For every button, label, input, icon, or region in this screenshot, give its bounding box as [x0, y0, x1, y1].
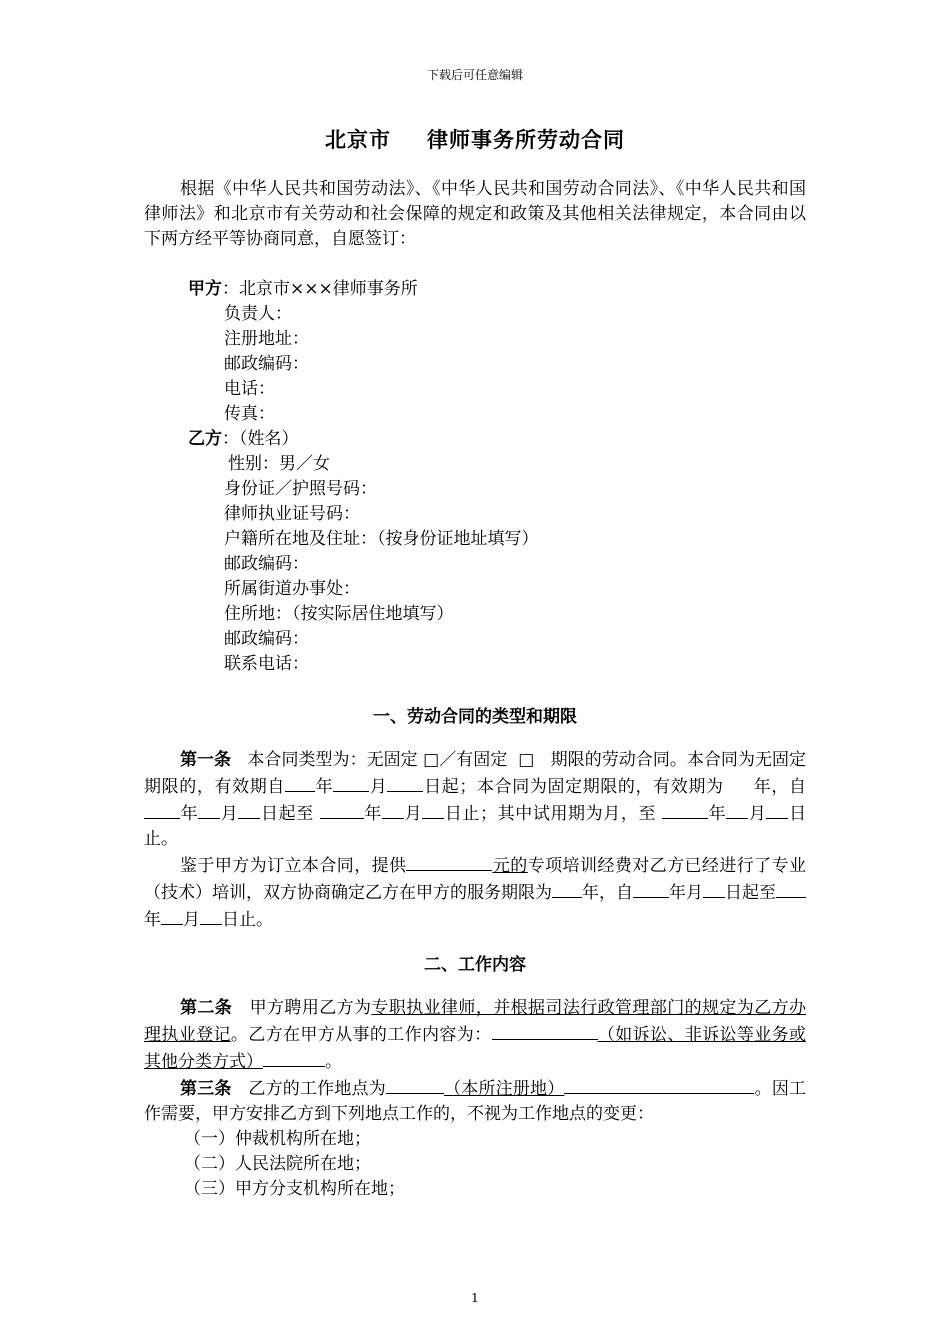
party-b-field: 户籍所在地及住址：（按身份证地址填写） — [224, 529, 539, 549]
blank-line — [422, 800, 444, 819]
party-b-field: 住所地：（按实际居住地填写） — [224, 604, 454, 624]
article-text: 元的 — [492, 856, 528, 876]
list-item: （三）甲方分支机构所在地； — [184, 1179, 405, 1199]
blank-line — [285, 773, 315, 792]
article-text: ，自 — [771, 777, 807, 797]
article-text: 。 — [161, 829, 178, 849]
article-text: 日止 — [144, 804, 807, 849]
section-2-title: 二、工作内容 — [424, 955, 526, 975]
article-text: 日止。 — [222, 910, 273, 930]
article-text: 日止 — [444, 804, 481, 824]
blank-line — [776, 879, 806, 898]
party-a-block — [188, 277, 788, 677]
page-title — [0, 124, 950, 154]
article-text: 。 — [325, 1052, 342, 1072]
blank-line — [161, 906, 183, 925]
party-a-field: 传真： — [224, 404, 275, 424]
blank-line — [144, 800, 180, 819]
article-text: 鉴于甲方为订立本合同，提供 — [180, 856, 407, 876]
blank-line — [382, 800, 404, 819]
underlined-text: （本所注册地） — [443, 1079, 565, 1099]
blank-line — [406, 852, 492, 871]
blank-line — [492, 1021, 598, 1040]
party-b-field: 性别：男／女 — [228, 454, 330, 474]
article-text: 月 — [369, 777, 388, 797]
party-a-field: 注册地址： — [224, 329, 309, 349]
article-text: 年，自 — [582, 883, 633, 903]
blank-line — [387, 773, 423, 792]
article-1 — [144, 748, 806, 933]
article-text: 月 — [404, 804, 423, 824]
article-text: 月 — [220, 804, 239, 824]
title-city: 北京市 — [325, 127, 391, 152]
article-3-label: 第三条 — [180, 1079, 232, 1099]
blank-line — [198, 800, 220, 819]
article-text: 月 — [686, 883, 703, 903]
article-text: 年 — [708, 804, 727, 824]
article-text: 日起至 — [725, 883, 776, 903]
blank-line — [386, 1075, 444, 1094]
party-b-field: 律师执业证号码： — [224, 504, 360, 524]
article-text: 期限的劳动合同。本合同为无固定期限的，有效期自 — [144, 750, 807, 797]
article-text: 日起 — [423, 777, 460, 797]
section-1-title: 一、劳动合同的类型和期限 — [373, 707, 577, 727]
blank-line — [320, 800, 364, 819]
blank-line — [552, 879, 582, 898]
party-b-label: 乙方 — [188, 429, 222, 449]
article-2-label: 第二条 — [180, 998, 233, 1018]
article-text: 年 — [753, 777, 772, 797]
article-text: 专项培训经费对乙方已经进行了专业（技术）培训，双方协商确定乙方在甲方的服务期限为 — [144, 856, 807, 903]
article-text: ／有固定 — [439, 750, 508, 770]
party-b-value: ：（姓名） — [222, 429, 299, 449]
article-text: 年 — [669, 883, 686, 903]
party-a-field: 邮政编码： — [224, 354, 309, 374]
article-text: 。因工作需要，甲方安排乙方到下列地点工作的，不视为工作地点的变更： — [144, 1079, 807, 1124]
blank-line — [263, 1048, 325, 1067]
party-b-field: 邮政编码： — [224, 554, 309, 574]
blank-line — [766, 800, 788, 819]
article-text: 年 — [180, 804, 199, 824]
article-text: ；本合同为固定期限的，有效期为 — [459, 777, 724, 797]
checkbox-icon: □ — [518, 750, 535, 770]
list-item: （一）仲裁机构所在地； — [184, 1129, 371, 1149]
title-main: 律师事务所劳动合同 — [427, 127, 625, 152]
party-a-label: 甲方 — [188, 279, 222, 299]
page-number: 1 — [471, 1291, 479, 1305]
party-b-field: 邮政编码： — [224, 629, 309, 649]
blank-line — [564, 1075, 754, 1094]
intro-paragraph: 根据《中华人民共和国劳动法》、《中华人民共和国劳动合同法》、《中华人民共和国律师法》和北京市有关劳动和社会保障的规定和政策及其他相关法律规定，本合同由以下两方经平等协商同意，自愿签订： — [144, 179, 806, 249]
article-text: 。乙方在甲方从事的工作内容为： — [230, 1025, 492, 1045]
article-text: 年 — [363, 804, 383, 824]
article-2-3 — [144, 996, 806, 1202]
underlined-text: 专职执业律师，并根据司法行政管理部门的规定为乙方办理执业登记 — [144, 998, 807, 1045]
article-text: 乙方的工作地点为 — [248, 1079, 386, 1099]
article-text: 日起至 — [260, 804, 314, 824]
party-a-field: 负责人： — [224, 304, 292, 324]
blank-line — [200, 906, 222, 925]
blank-line — [633, 879, 669, 898]
party-b-field: 身份证／护照号码： — [224, 479, 377, 499]
article-text: 月 — [183, 910, 200, 930]
article-text: 月，至 — [603, 804, 657, 824]
header-note: 下载后可任意编辑 — [426, 68, 523, 82]
blank-line — [238, 800, 260, 819]
article-1-label: 第一条 — [180, 750, 232, 770]
article-text: 甲方聘用乙方为 — [249, 998, 372, 1018]
blank-line — [703, 879, 725, 898]
article-text: ；其中试用期为 — [480, 804, 604, 824]
party-b-field: 所属街道办事处： — [224, 579, 360, 599]
party-a-value: ：北京市×××律师事务所 — [222, 279, 418, 299]
article-text: 月 — [748, 804, 767, 824]
article-text: 本合同类型为：无固定 — [247, 750, 418, 770]
party-b-field: 联系电话： — [224, 654, 309, 674]
article-text: 年 — [314, 777, 334, 797]
article-text: 年 — [144, 910, 161, 930]
underlined-text: （如诉讼、非诉讼等业务或其他分类方式） — [144, 1025, 806, 1072]
list-item: （二）人民法院所在地； — [184, 1154, 371, 1174]
blank-line — [333, 773, 369, 792]
party-a-field: 电话： — [224, 379, 275, 399]
blank-line — [726, 800, 748, 819]
blank-line — [662, 800, 708, 819]
checkbox-icon: □ — [423, 750, 440, 770]
